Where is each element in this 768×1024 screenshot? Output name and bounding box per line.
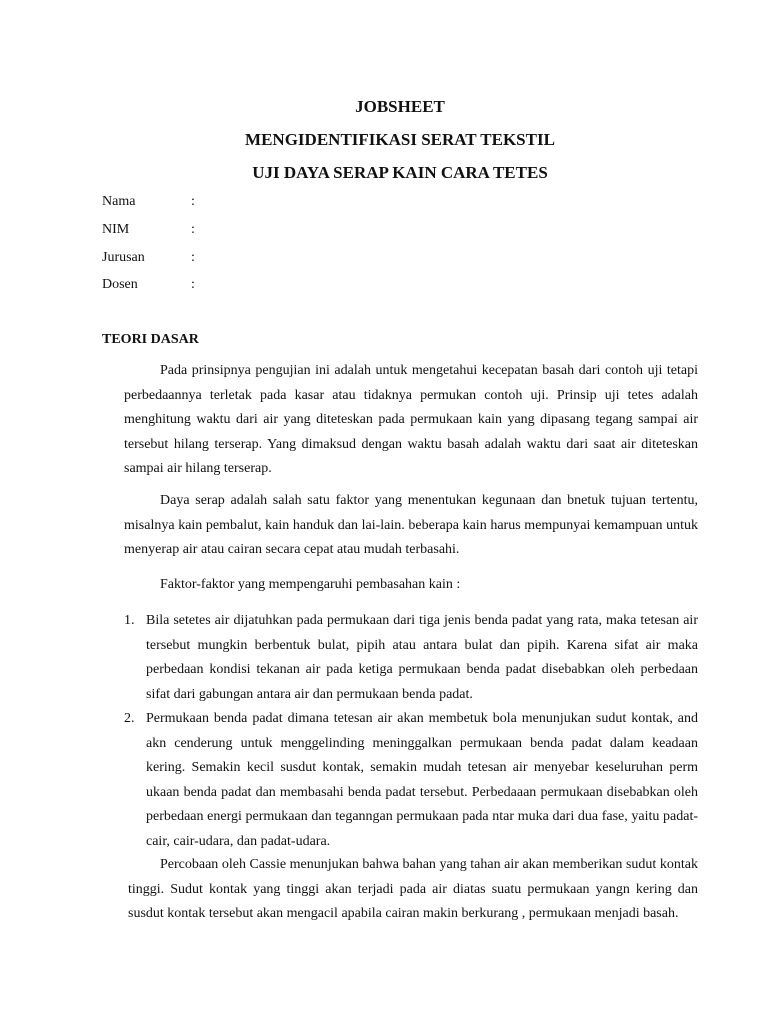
list-item [124,609,698,707]
list-number: 2. [124,711,135,726]
paragraph-faktor-intro: Faktor-faktor yang mempengaruhi pembasahan kain : [160,577,461,592]
field-label: Jurusan [102,250,145,265]
list-number: 1. [124,613,135,628]
paragraph-cassie: Percobaan oleh Cassie menunjukan bahwa bahan yang tahan air akan memberikan sudut kontak tinggi. Sudut kontak yang tinggi akan terjadi pada air diatas suatu permukaan yangn kering dan susdut kontak tersebut akan mengacil apabila cairan makin berkurang , permukaan menjadi basah. [128,857,698,921]
field-label: Nama [102,194,136,209]
paragraph-teori-2: Daya serap adalah salah satu faktor yang menentukan kegunaan dan bnetuk tujuan tertentu, misalnya kain pembalut, kain handuk dan lai-lain. beberapa kain harus mempunyai kemampuan untuk menyerap air atau cairan secara cepat atau mudah terbasahi. [124,493,698,557]
field-label: NIM [102,222,130,237]
faktor-list [124,609,698,854]
document-subtitle: MENGIDENTIFIKASI SERAT TEKSTIL [245,130,555,149]
field-label: Dosen [102,277,138,292]
list-text: Permukaan benda padat dimana tetesan air akan membetuk bola menunjukan sudut kontak, and akn cenderung untuk menggelinding meninggalkan permukaan benda padat dalam keadaan kering. Semakin kecil susdut kontak, semakin mudah tetesan air menyebar keseluruhan perm ukaan benda padat dan membasahi benda padat tersebut. Perbedaaan permukaan disebabkan oleh perbedaan energi permukaan dan teganngan permukaan pada ntar muka dari dua fase, yaitu padat-cair, cair-udara, dan padat-udara. [146,711,698,849]
field-separator: : [191,222,195,237]
list-text: Bila setetes air dijatuhkan pada permukaan dari tiga jenis benda padat yang rata, maka tetesan air tersebut mungkin berbentuk bulat, pipih atau antara bulat dan pipih. Karena sifat air maka perbedaan kondisi tekanan air pada ketiga permukaan benda padat disebabkan oleh perbedaan sifat dari gabungan antara air dan permukaan benda padat. [146,613,698,702]
document-subtitle-2: UJI DAYA SERAP KAIN CARA TETES [252,163,548,182]
field-separator: : [191,194,195,209]
document-title: JOBSHEET [355,97,445,116]
field-separator: : [191,250,195,265]
paragraph-teori-1: Pada prinsipnya pengujian ini adalah untuk mengetahui kecepatan basah dari contoh uji tetapi perbedaannya terletak pada kasar atau tidaknya permukan contoh uji. Prinsip uji tetes adalah menghitung waktu dari air yang diteteskan pada permukaan kain yang dipasang tegang sampai air tersebut hilang terserap. Yang dimaksud dengan waktu basah adalah waktu dari saat air diteteskan sampai air hilang terserap. [124,363,698,476]
list-item [124,707,698,854]
field-separator: : [191,277,195,292]
section-heading: TEORI DASAR [102,332,199,347]
